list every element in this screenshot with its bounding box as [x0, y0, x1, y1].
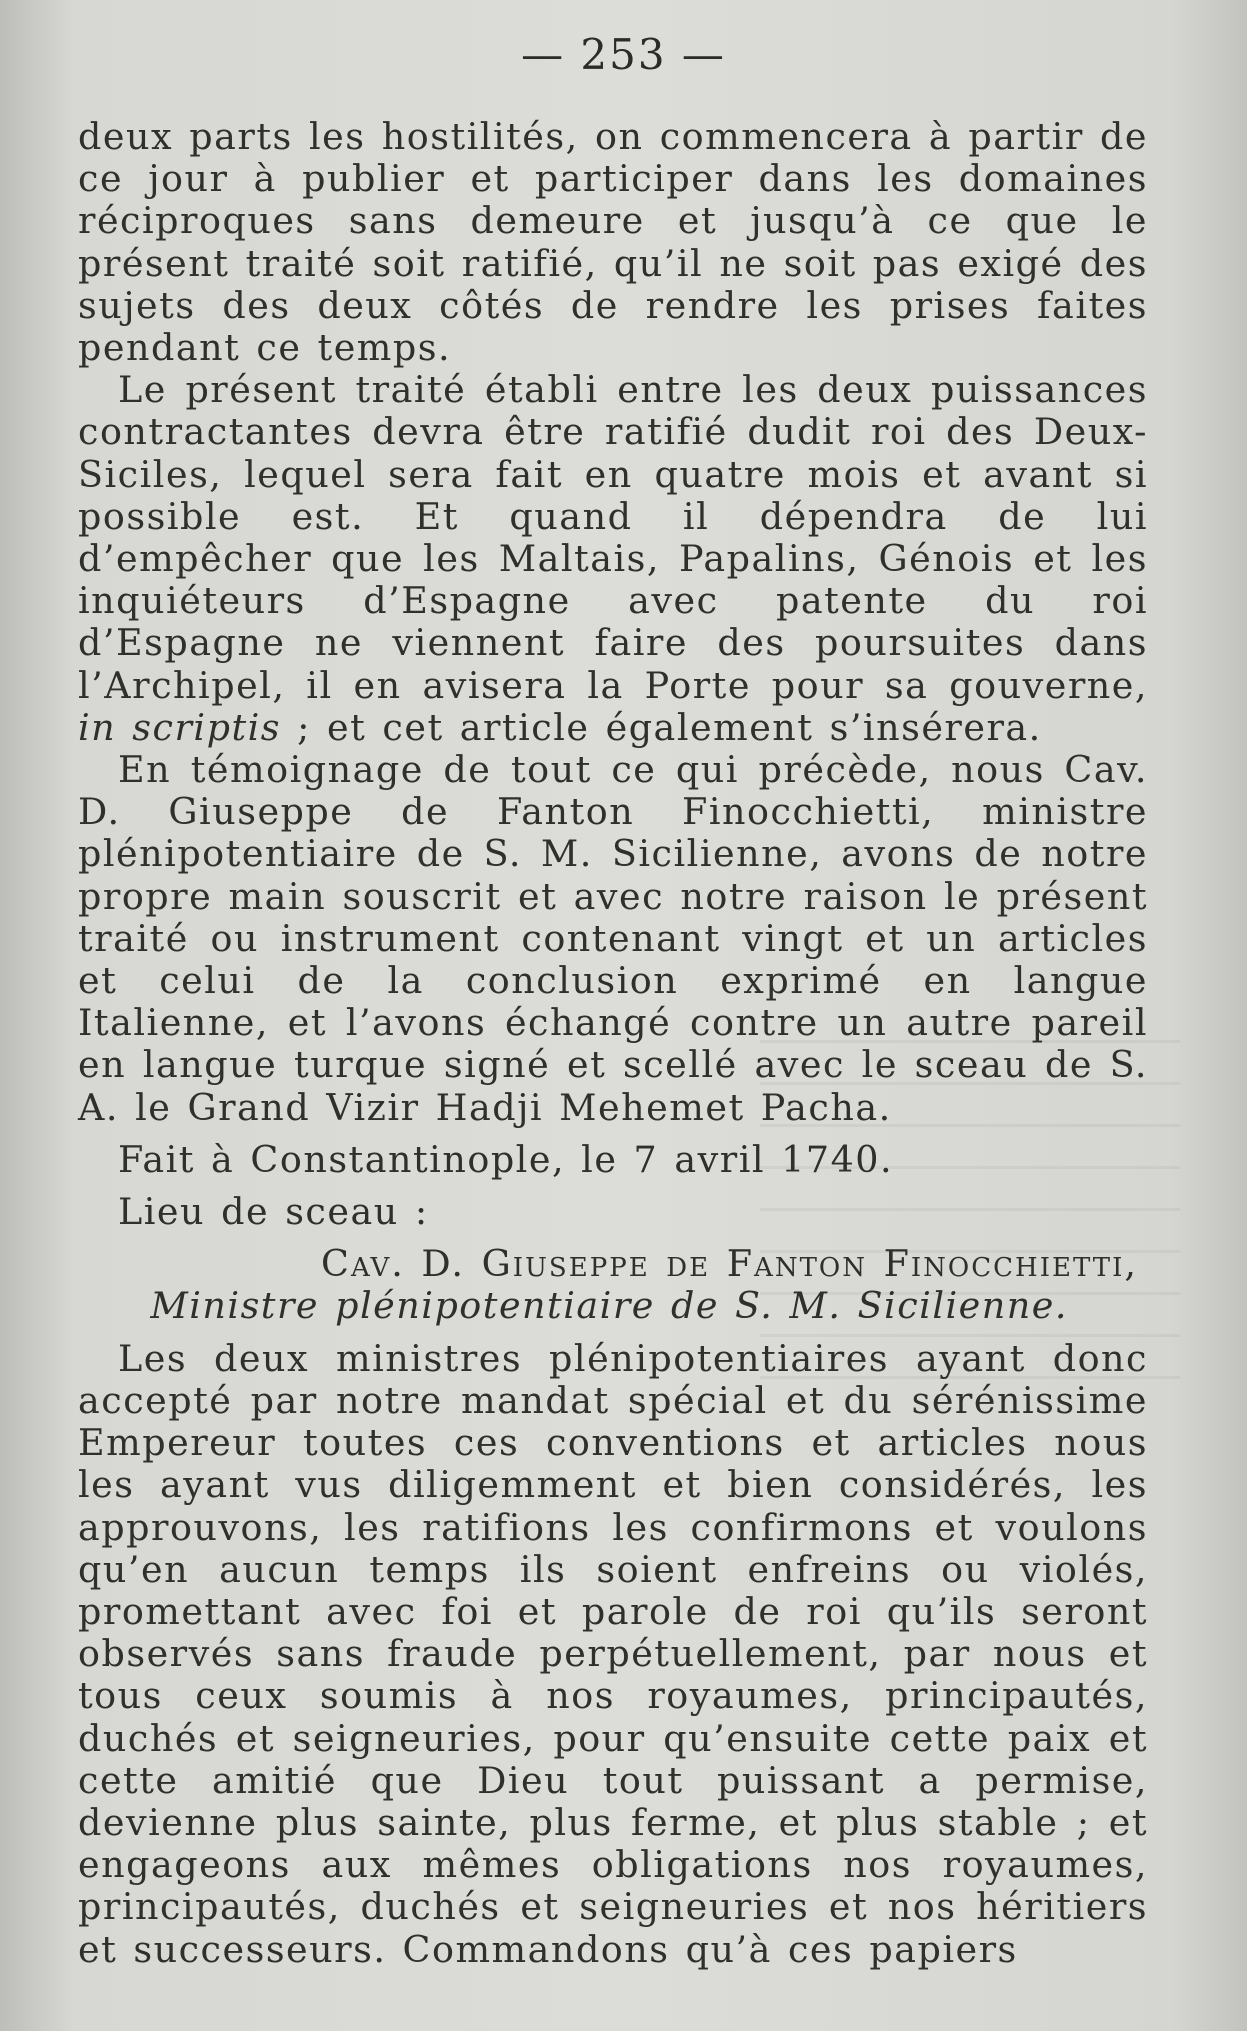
italic-phrase: in scriptis [78, 705, 282, 749]
dateline: Fait à Constantinople, le 7 avril 1740. [118, 1137, 894, 1181]
paragraph-ratification-end: ; et cet article également s’insérera. [297, 705, 1042, 749]
paragraph-approval: Les deux ministres plénipotentiaires ayant donc accepté par notre mandat spécial et du sérénissime Empereur toutes ces conventions et articles nous les ayant vus diligemment et bien considérés, les approuvons, les ratifions les confirmons et voulons qu’en aucun temps ils soient enfreins ou violés, promettant avec foi et parole de roi qu’ils seront observés sans fraude perpétuellement, par nous et tous ceux soumis à nos royaumes, principautés, duchés et seigneuries, pour qu’ensuite cette paix et cette amitié que Dieu tout puissant a permise, devienne plus sainte, plus ferme, et plus stable ; et engageons aux mêmes obligations nos royaumes, principautés, duchés et seigneuries et nos héritiers et successeurs. Commandons qu’à ces papiers [78, 1336, 1148, 1971]
signature-name: Cav. D. Giuseppe de Fanton Finocchietti, [321, 1242, 1138, 1286]
paragraph-testimony: En témoignage de tout ce qui précède, nous Cav. D. Giuseppe de Fanton Finocchietti, ministre plénipotentiaire de S. M. Sicilienne, avons de notre propre main souscrit et avec notre raison le présent traité ou instrument contenant vingt et un articles et celui de la conclusion exprimé en langue Italienne, et l’avons échangé contre un autre pareil en langue turque signé et scellé avec le sceau de S. A. le Grand Vizir Hadji Mehemet Pacha. [78, 748, 1148, 1129]
page-body [78, 116, 1148, 1971]
paragraph-ratification-text: Le présent traité établi entre les deux puissances contractantes devra être ratifié dudit roi des Deux-Siciles, lequel sera fait en quatre mois et avant si possible est. Et quand il dépendra de lui d’empêcher que les Maltais, Papalins, Génois et les inquiéteurs d’Espagne avec patente du roi d’Espagne ne viennent faire des poursuites dans l’Archipel, il en avisera la Porte pour sa gouverne, [78, 368, 1148, 707]
page-number: — 253 — [521, 30, 726, 79]
seal-line: Lieu de sceau : [118, 1190, 429, 1234]
signature-title: Ministre plénipotentiaire de S. M. Sicilienne. [150, 1284, 1068, 1328]
signature-block [78, 1243, 1138, 1327]
paragraph-ratification [78, 369, 1148, 749]
paragraph-continuation: deux parts les hostilités, on commencera à partir de ce jour à publier et participer dans les domaines réciproques sans demeure et jusqu’à ce que le présent traité soit ratifié, qu’il ne soit pas exigé des sujets des deux côtés de rendre les prises faites pendant ce temps. [78, 115, 1148, 370]
